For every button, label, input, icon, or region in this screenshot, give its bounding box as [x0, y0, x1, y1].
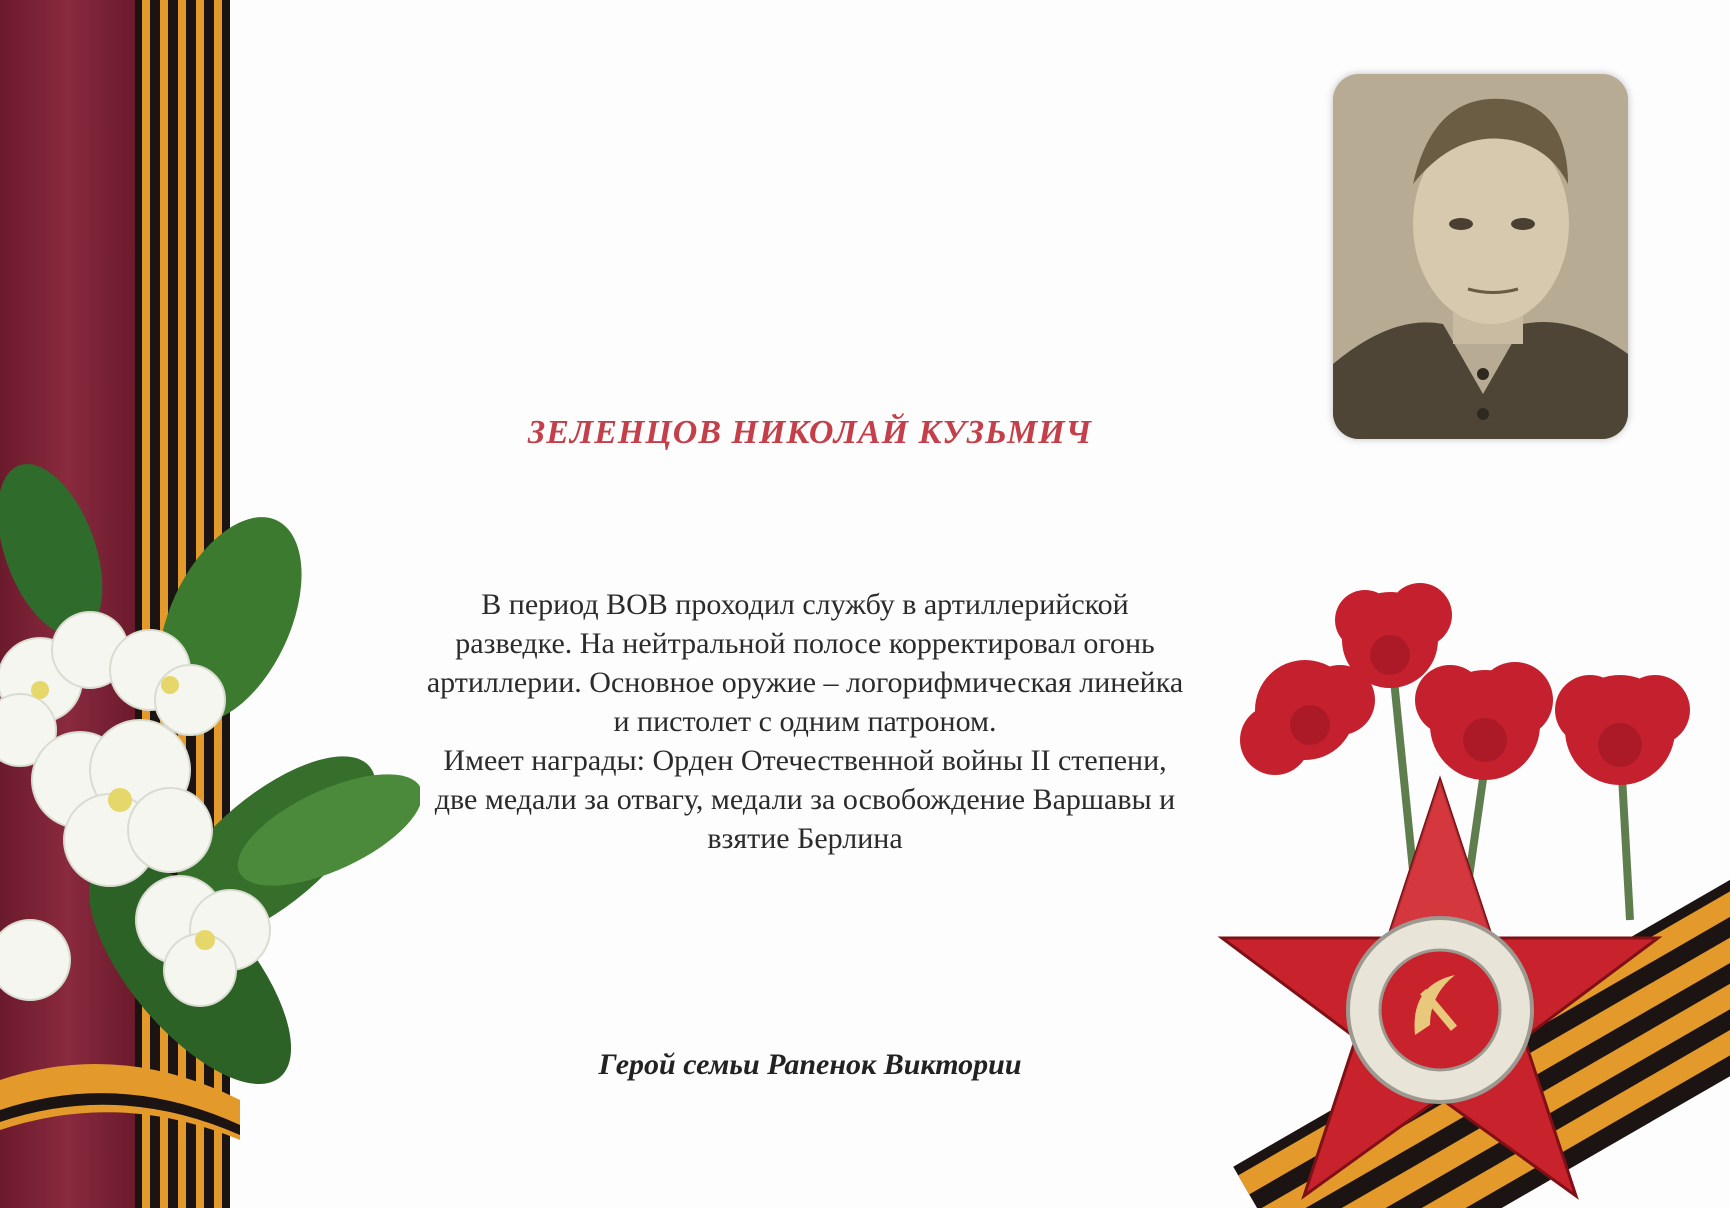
bio-line: взятие Берлина: [707, 822, 903, 855]
jasmine-flowers-decoration: [0, 450, 420, 1110]
soldier-portrait-photo: [1333, 74, 1628, 439]
bio-line: разведке. На нейтральной полосе корректировал огонь: [455, 627, 1155, 660]
bio-line: две медали за отвагу, медали за освобождение Варшавы и: [434, 783, 1176, 816]
bio-line: и пистолет с одним патроном.: [613, 705, 997, 738]
bio-line: Имеет награды: Орден Отечественной войны II степени,: [443, 744, 1167, 777]
bio-line: артиллерии. Основное оружие – логорифмическая линейка: [426, 666, 1184, 699]
biography-text: [360, 585, 1250, 858]
family-hero-caption: Герой семьи Рапенок Виктории: [598, 1048, 1022, 1081]
bio-line: В период ВОВ проходил службу в артиллерийской: [481, 588, 1129, 621]
carnation-and-order-decoration: [1150, 560, 1730, 1208]
hero-name-heading: ЗЕЛЕНЦОВ НИКОЛАЙ КУЗЬМИЧ: [527, 414, 1093, 451]
